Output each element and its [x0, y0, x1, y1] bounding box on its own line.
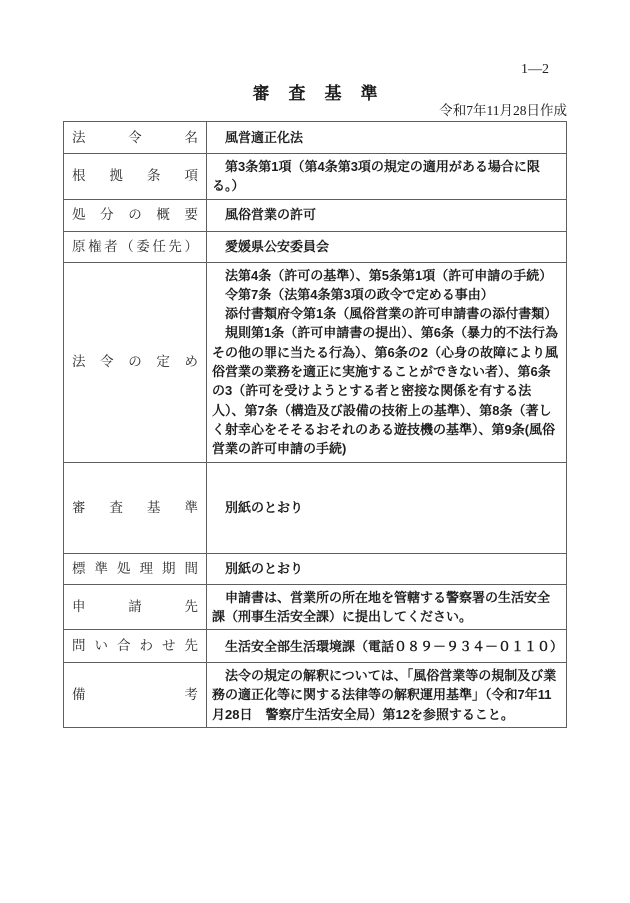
content-paragraph: 法第4条（許可の基準）、第5条第1項（許可申請の手続）	[225, 267, 553, 283]
row-label-cell	[64, 663, 207, 727]
content-paragraph: 法令の規定の解釈については、「風俗営業等の規制及び業務の適正化等に関する法律等の解釈運用基準」（令和7年11月28日 警察庁生活安全局）第12を参照すること。	[212, 668, 557, 722]
row-label-text: 申請先	[72, 598, 198, 614]
table-row-legal-provisions	[64, 262, 566, 462]
row-label-cell	[64, 232, 207, 262]
table-row-disposition-summary	[64, 199, 566, 231]
row-label-cell	[64, 554, 207, 584]
row-label-cell	[64, 630, 207, 662]
row-content-cell	[207, 122, 566, 153]
row-label-text: 原権者（委任先）	[72, 238, 198, 254]
table-row-law-name	[64, 122, 566, 153]
table-row-examination-criteria	[64, 462, 566, 553]
table-row-authority	[64, 231, 566, 262]
created-date: 令和7年11月28日作成	[439, 103, 567, 118]
content-paragraph: 愛媛県公安委員会	[225, 238, 330, 254]
row-content-cell	[207, 154, 566, 199]
row-label-text: 法令の定め	[72, 354, 198, 370]
row-content-cell	[207, 232, 566, 262]
table-row-basis-clause	[64, 153, 566, 199]
content-paragraph: 令第7条（法第4条第3項の政令で定める事由）	[225, 286, 494, 302]
row-label-text: 標準処理期間	[72, 560, 198, 576]
content-paragraph: 生活安全部生活環境課（電話０８９－９３４－０１１０）	[225, 638, 564, 654]
criteria-table	[63, 121, 567, 728]
table-row-inquiry-contact	[64, 629, 566, 662]
content-paragraph: 風俗営業の許可	[225, 207, 317, 223]
content-paragraph: 風営適正化法	[225, 129, 304, 145]
row-label-cell	[64, 263, 207, 462]
page-number: 1—2	[521, 62, 549, 77]
row-content-cell	[207, 263, 566, 462]
content-paragraph: 別紙のとおり	[225, 560, 304, 576]
row-label-text: 処分の概要	[72, 207, 198, 223]
content-paragraph: 第3条第1項（第4条第3項の規定の適用がある場合に限る。）	[212, 159, 540, 194]
content-paragraph: 別紙のとおり	[225, 499, 304, 515]
content-paragraph: 申請書は、営業所の所在地を管轄する警察署の生活安全課（刑事生活安全課）に提出してください。	[212, 589, 551, 624]
document-title-text: 審査基準	[252, 84, 397, 103]
row-content-cell	[207, 630, 566, 662]
row-content-cell	[207, 585, 566, 630]
row-content-cell	[207, 663, 566, 727]
row-label-cell	[64, 463, 207, 553]
row-label-text: 審査基準	[72, 499, 198, 515]
row-content-cell	[207, 554, 566, 584]
row-label-cell	[64, 122, 207, 153]
row-label-cell	[64, 585, 207, 630]
row-label-cell	[64, 200, 207, 231]
table-row-application-destination	[64, 584, 566, 630]
row-content-cell	[207, 200, 566, 231]
table-row-standard-processing-period	[64, 553, 566, 584]
content-paragraph: 添付書類府令第1条（風俗営業の許可申請書の添付書類）	[225, 306, 558, 322]
row-label-text: 備考	[72, 687, 198, 703]
content-paragraph: 規則第1条（許可申請書の提出）、第6条（暴力的不法行為その他の罪に当たる行為）、第6条の2（心身の故障により風俗営業の業務を適正に実施することができない者）、第6条の3（許可を受けようとする者と密接な関係を有する法人）、第7条（構造及び設備の技術上の基準）、第8条（著しく射幸心をそそるおそれのある遊技機の基準）、第9条(風俗営業の許可申請の手続)	[212, 325, 558, 457]
row-label-text: 法令名	[72, 129, 198, 145]
row-content-cell	[207, 463, 566, 553]
row-label-text: 根拠条項	[72, 168, 198, 184]
table-row-remarks	[64, 662, 566, 727]
row-label-text: 問い合わせ先	[72, 638, 198, 654]
row-label-cell	[64, 154, 207, 199]
